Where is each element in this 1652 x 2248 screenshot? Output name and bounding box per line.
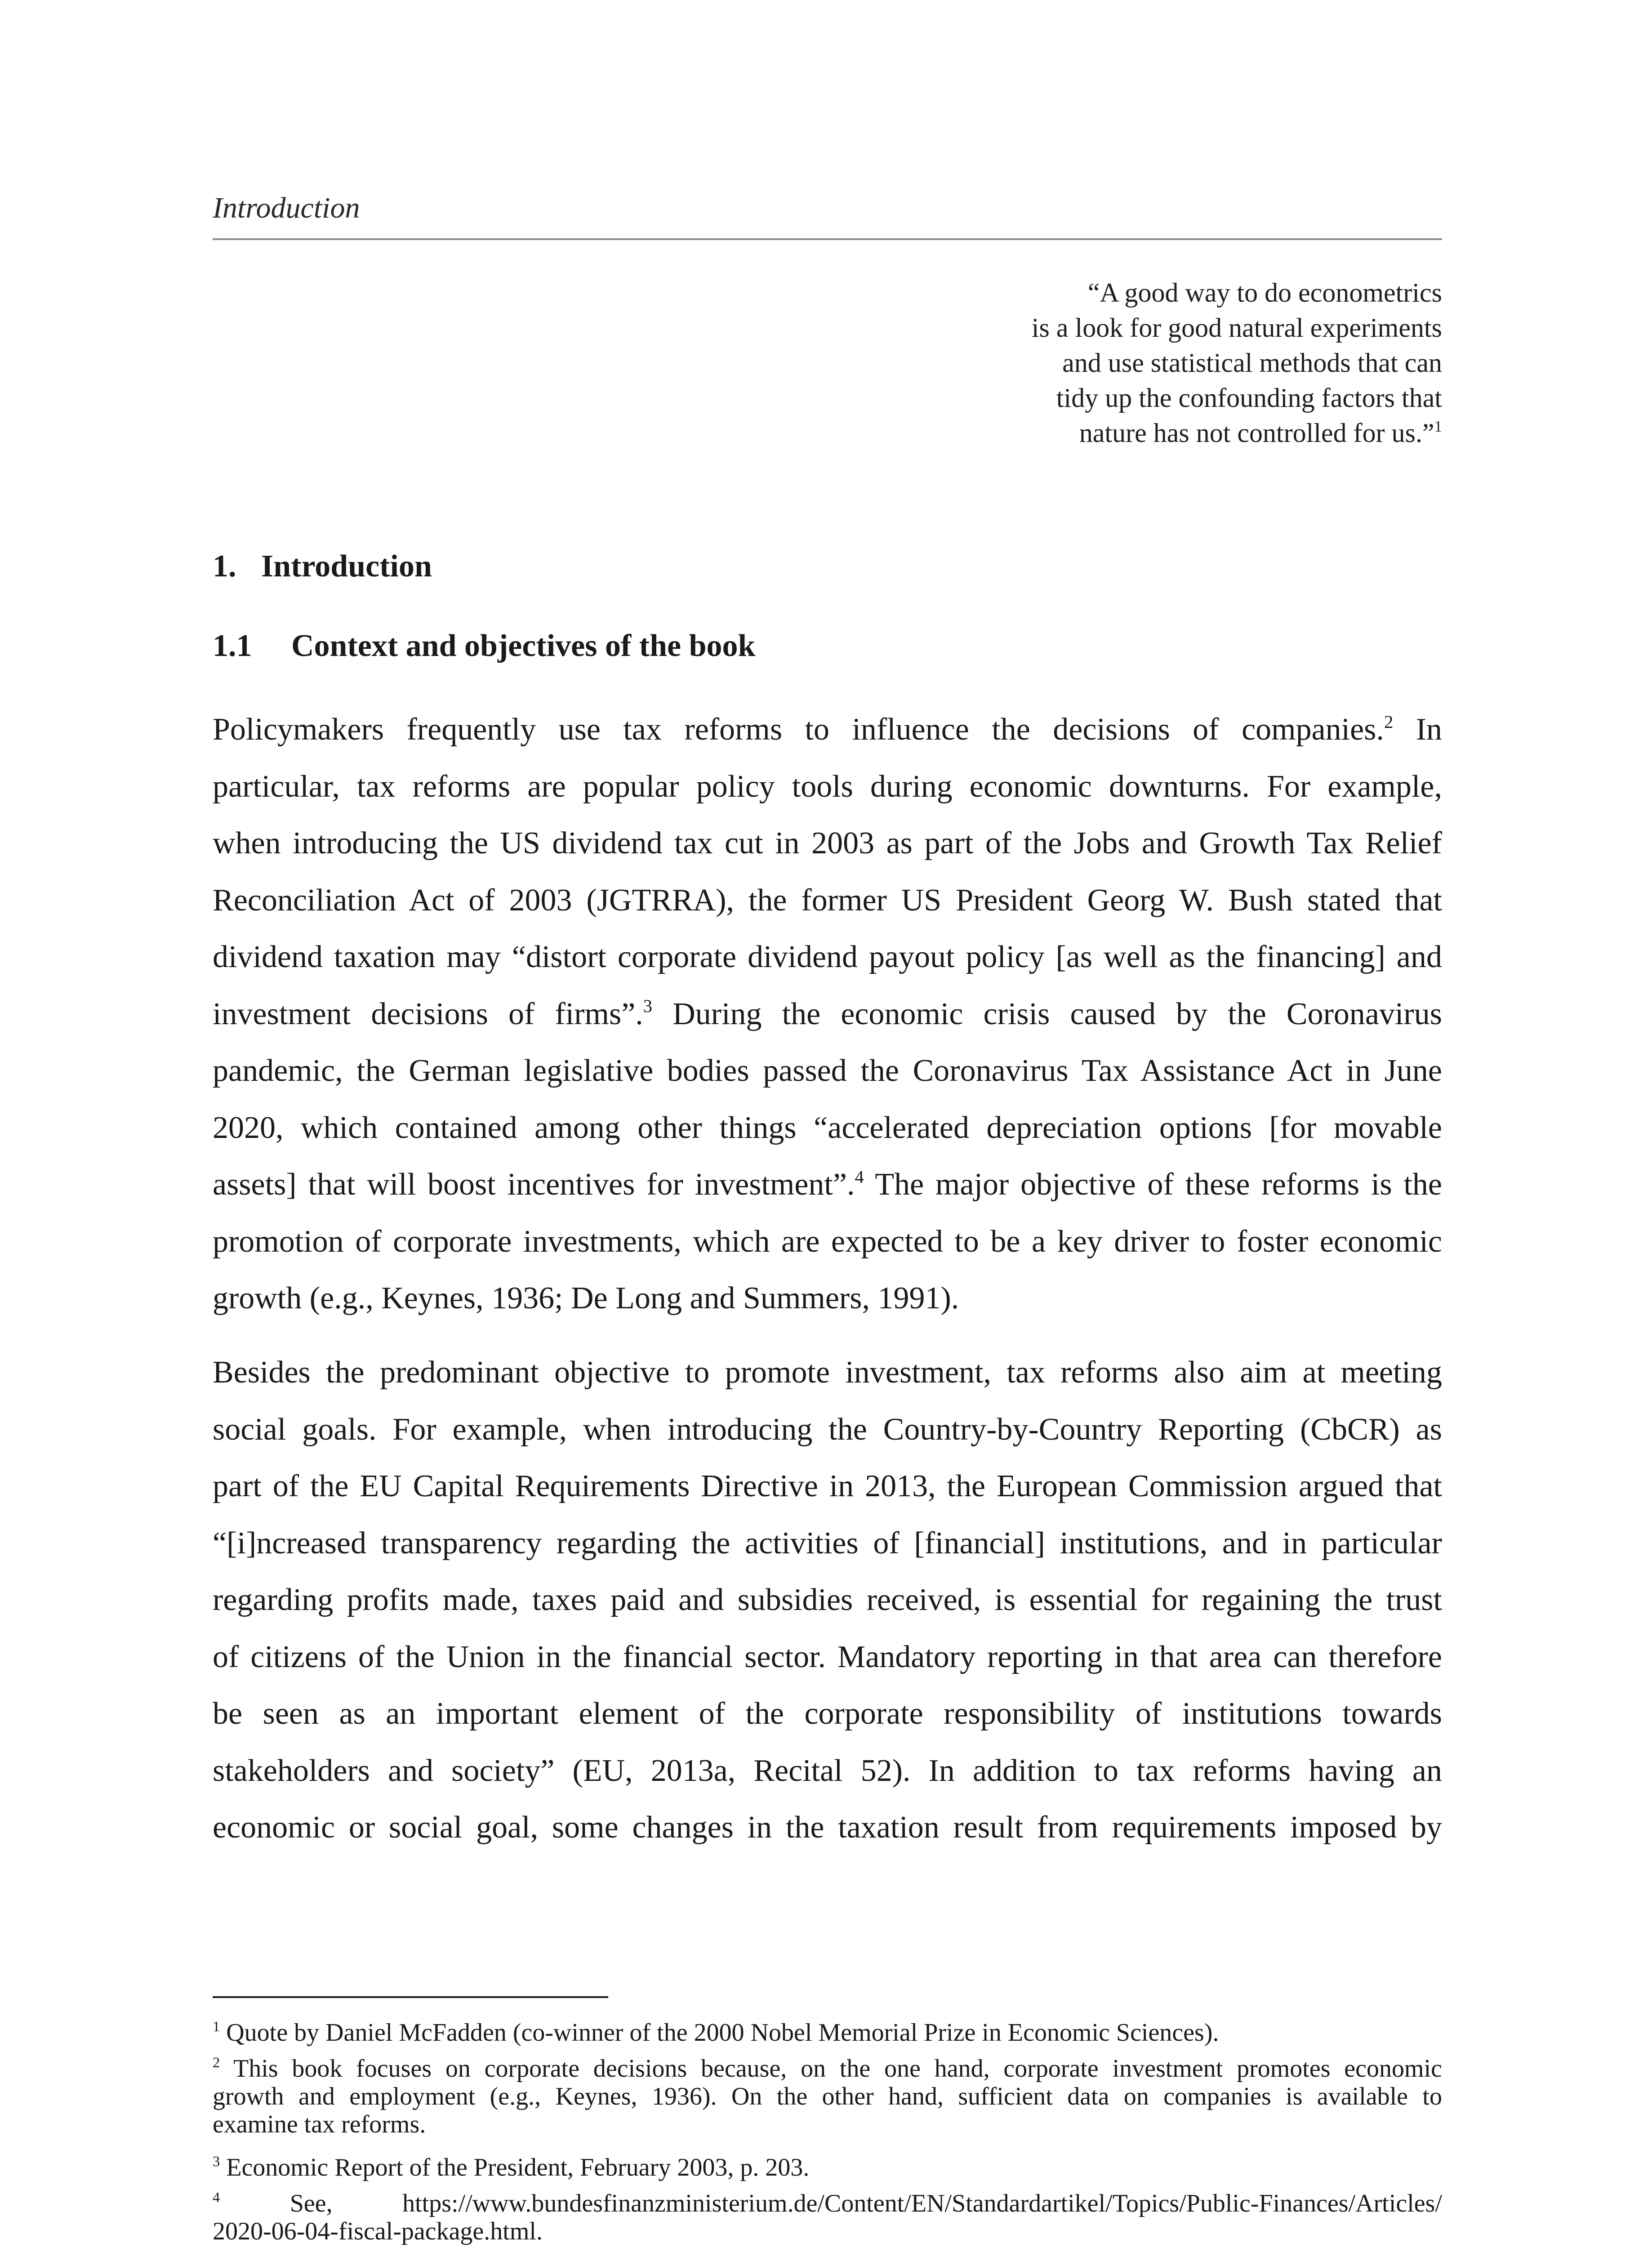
paragraph-line: particular, tax reforms are popular policy tools during economic downturns. For example, (213, 769, 1442, 804)
footnote-rule (213, 1996, 608, 1998)
line-text: assets] that will boost incentives for investment”. (213, 1167, 855, 1202)
footnote-line: growth and employment (e.g., Keynes, 1936). On the other hand, sufficient data on companies is available to (213, 2083, 1442, 2110)
line-text: investment decisions of firms”. (213, 996, 643, 1031)
subsection-number: 1.1 (213, 629, 252, 663)
paragraph-line: part of the EU Capital Requirements Directive in 2013, the European Commission argued that (213, 1469, 1442, 1503)
footnote-number: 3 (213, 2153, 220, 2170)
footnote-number: 2 (213, 2054, 220, 2071)
epigraph-line: “A good way to do econometrics (1087, 278, 1442, 308)
footnote-text: This book focuses on corporate decisions because, on the one hand, corporate investment promotes economic (220, 2055, 1442, 2083)
paragraph-line: Reconciliation Act of 2003 (JGTRRA), the former US President Georg W. Bush stated that (213, 883, 1442, 918)
section-title: Introduction (261, 549, 432, 584)
footnote-link-text: See, https://www.bundesfinanzministerium.de/Content/EN/Standardartikel/Topics/Public-Finances/Articles/ (220, 2190, 1442, 2217)
epigraph-line-last (899, 415, 1442, 450)
footnote-line (213, 2055, 1442, 2083)
footnote-4 (213, 2190, 1442, 2245)
line-text: In (1393, 712, 1443, 747)
epigraph-line: is a look for good natural experiments (1031, 313, 1442, 343)
section-number: 1. (213, 549, 236, 584)
line-text: During the economic crisis caused by the Coronavirus (652, 996, 1442, 1031)
epigraph-line-text: nature has not controlled for us.” (1079, 418, 1434, 448)
subsection-title: Context and objectives of the book (291, 629, 756, 663)
body-paragraph-2 (213, 1344, 1442, 1856)
footnote-text: Quote by Daniel McFadden (co-winner of the 2000 Nobel Memorial Prize in Economic Sciences). (220, 2019, 1219, 2047)
running-head: Introduction (213, 192, 360, 224)
footnote-line (213, 2154, 1442, 2181)
footnote-line (213, 2019, 1442, 2047)
footnote-2 (213, 2055, 1442, 2138)
paragraph-line (213, 1156, 1442, 1213)
footnote-number: 1 (213, 2018, 220, 2035)
paragraph-line: promotion of corporate investments, which are expected to be a key driver to foster economic (213, 1224, 1442, 1259)
epigraph-line: tidy up the confounding factors that (1056, 383, 1442, 413)
line-text: Policymakers frequently use tax reforms to influence the decisions of companies. (213, 712, 1384, 747)
footnote-3 (213, 2154, 1442, 2181)
paragraph-line: social goals. For example, when introducing the Country-by-Country Reporting (CbCR) as (213, 1412, 1442, 1447)
paragraph-line: “[i]ncreased transparency regarding the activities of [financial] institutions, and in particular (213, 1525, 1442, 1561)
paragraph-line: be seen as an important element of the corporate responsibility of institutions towards (213, 1696, 1442, 1731)
paragraph-line: Besides the predominant objective to promote investment, tax reforms also aim at meeting (213, 1355, 1442, 1390)
footnote-ref: 3 (643, 996, 653, 1017)
footnote-ref: 1 (1434, 418, 1442, 436)
paragraph-line: of citizens of the Union in the financial sector. Mandatory reporting in that area can therefore (213, 1639, 1442, 1674)
footnote-1 (213, 2019, 1442, 2047)
body-paragraph-1 (213, 701, 1442, 1327)
section-heading (213, 551, 432, 582)
paragraph-line: growth (e.g., Keynes, 1936; De Long and Summers, 1991). (213, 1281, 959, 1316)
header-rule (213, 238, 1442, 240)
footnote-line: examine tax reforms. (213, 2110, 426, 2138)
epigraph-quote (899, 275, 1442, 450)
paragraph-line: regarding profits made, taxes paid and subsidies received, is essential for regaining the trust (213, 1583, 1442, 1617)
paragraph-line (213, 701, 1442, 758)
epigraph-line: and use statistical methods that can (1062, 348, 1442, 378)
paragraph-line: pandemic, the German legislative bodies passed the Coronavirus Tax Assistance Act in June (213, 1053, 1442, 1088)
footnote-number: 4 (213, 2189, 220, 2206)
paragraph-line: when introducing the US dividend tax cut in 2003 as part of the Jobs and Growth Tax Relief (213, 826, 1442, 861)
footnote-text: Economic Report of the President, February 2003, p. 203. (220, 2154, 810, 2181)
subsection-heading (213, 630, 755, 662)
line-text: The major objective of these reforms is the (864, 1167, 1442, 1202)
footnote-line: 2020-06-04-fiscal-package.html. (213, 2217, 543, 2245)
footnote-ref: 4 (855, 1166, 864, 1187)
paragraph-line (213, 986, 1442, 1043)
paragraph-line: stakeholders and society” (EU, 2013a, Recital 52). In addition to tax reforms having an (213, 1753, 1442, 1788)
footnote-ref: 2 (1384, 711, 1394, 732)
paragraph-line: economic or social goal, some changes in the taxation result from requirements imposed by (213, 1810, 1442, 1845)
paragraph-line: dividend taxation may “distort corporate dividend payout policy [as well as the financing] and (213, 940, 1442, 974)
paragraph-line: 2020, which contained among other things “accelerated depreciation options [for movable (213, 1110, 1442, 1145)
footnote-line (213, 2190, 1442, 2217)
